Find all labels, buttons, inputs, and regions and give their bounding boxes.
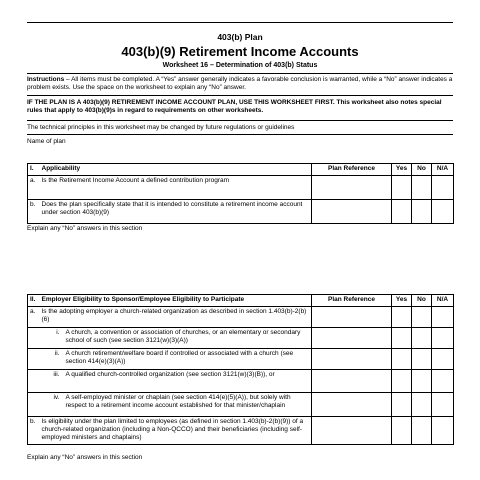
instructions-text: – All items must be completed. A “Yes” answer generally indicates a favorable conclusion is warranted, while a “No” answer indicates a problem exists. Use the space on the worksheet to explain any “No” answer. xyxy=(27,76,453,92)
no-cell[interactable] xyxy=(412,349,432,370)
yes-cell[interactable] xyxy=(392,393,412,417)
section1-table xyxy=(27,163,454,224)
na-cell[interactable] xyxy=(432,176,454,200)
subitem-text: A church retirement/welfare board if controlled or associated with a church (see section 414(e)(3)(A)) xyxy=(64,349,312,370)
subitem-label: ii. xyxy=(40,349,64,370)
worksheet-subtitle: Worksheet 16 – Determination of 403(b) Status xyxy=(162,62,318,69)
page-title: 403(b)(9) Retirement Income Accounts xyxy=(121,44,359,59)
divider xyxy=(27,134,453,135)
worksheet-notice: IF THE PLAN IS A 403(b)(9) RETIREMENT INCOME ACCOUNT PLAN, USE THIS WORKSHEET FIRST. This worksheet also notes special rules that apply to 403(b)(9)s in regard to requirements on other worksheets. xyxy=(27,99,442,115)
col-no: No xyxy=(412,295,432,307)
na-cell[interactable] xyxy=(432,307,454,328)
yes-cell[interactable] xyxy=(392,417,412,445)
yes-cell[interactable] xyxy=(392,307,412,328)
col-na: N/A xyxy=(432,295,454,307)
col-na: N/A xyxy=(432,164,454,176)
col-plan-reference: Plan Reference xyxy=(312,164,392,176)
plan-reference-cell[interactable] xyxy=(312,328,392,349)
plan-reference-cell[interactable] xyxy=(312,349,392,370)
section-title: Employer Eligibility to Sponsor/Employee Eligibility to Participate xyxy=(40,295,312,307)
disclaimer: The technical principles in this worksheet may be changed by future regulations or guidelines xyxy=(27,124,295,131)
section1-header xyxy=(28,164,454,176)
explain-no-answers-section2[interactable]: Explain any “No” answers in this section xyxy=(27,454,143,461)
item-label: a. xyxy=(28,307,40,328)
name-of-plan-field[interactable]: Name of plan xyxy=(27,138,66,145)
table-row xyxy=(28,370,454,393)
na-cell[interactable] xyxy=(432,200,454,224)
na-cell[interactable] xyxy=(432,349,454,370)
divider xyxy=(27,95,453,96)
table-row xyxy=(28,328,454,349)
instructions-label: Instructions xyxy=(27,76,65,83)
no-cell[interactable] xyxy=(412,328,432,349)
yes-cell[interactable] xyxy=(392,370,412,393)
divider xyxy=(27,120,453,121)
na-cell[interactable] xyxy=(432,370,454,393)
table-row xyxy=(28,417,454,445)
no-cell[interactable] xyxy=(412,417,432,445)
table-row xyxy=(28,200,454,224)
plan-reference-cell[interactable] xyxy=(312,393,392,417)
section2-header xyxy=(28,295,454,307)
col-yes: Yes xyxy=(392,164,412,176)
table-row xyxy=(28,176,454,200)
yes-cell[interactable] xyxy=(392,200,412,224)
item-label: b. xyxy=(28,200,40,224)
plan-reference-cell[interactable] xyxy=(312,307,392,328)
explain-no-answers-section1[interactable]: Explain any “No” answers in this section xyxy=(27,225,143,232)
section-number: II. xyxy=(28,295,40,307)
item-label: a. xyxy=(28,176,40,200)
item-text: Does the plan specifically state that it is intended to constitute a retirement income account under section 403(b)(9) xyxy=(40,200,312,224)
instructions xyxy=(27,76,453,92)
no-cell[interactable] xyxy=(412,176,432,200)
no-cell[interactable] xyxy=(412,307,432,328)
plan-reference-cell[interactable] xyxy=(312,200,392,224)
na-cell[interactable] xyxy=(432,417,454,445)
col-no: No xyxy=(412,164,432,176)
section-title: Applicability xyxy=(40,164,312,176)
subitem-text: A self-employed minister or chaplain (see section 414(e)(5)(A)), but solely with respect to a retirement income account established for that minister/chaplain xyxy=(64,393,312,417)
na-cell[interactable] xyxy=(432,328,454,349)
no-cell[interactable] xyxy=(412,370,432,393)
plan-reference-cell[interactable] xyxy=(312,176,392,200)
yes-cell[interactable] xyxy=(392,328,412,349)
no-cell[interactable] xyxy=(412,393,432,417)
subitem-label: i. xyxy=(40,328,64,349)
top-rule xyxy=(27,22,453,23)
table-row xyxy=(28,307,454,328)
item-text: Is the adopting employer a church-related organization as described in section 1.403(b)-2(b)(6) xyxy=(40,307,312,328)
na-cell[interactable] xyxy=(432,393,454,417)
col-yes: Yes xyxy=(392,295,412,307)
no-cell[interactable] xyxy=(412,200,432,224)
item-label: b. xyxy=(28,417,40,445)
subitem-text: A qualified church-controlled organization (see section 3121(w)(3)(B)), or xyxy=(64,370,312,393)
plan-type: 403(b) Plan xyxy=(217,32,263,42)
subitem-text: A church, a convention or association of churches, or an elementary or secondary school of such (see section 3121(w)(3)(A)) xyxy=(64,328,312,349)
divider xyxy=(27,73,453,74)
section-number: I. xyxy=(28,164,40,176)
plan-reference-cell[interactable] xyxy=(312,417,392,445)
col-plan-reference: Plan Reference xyxy=(312,295,392,307)
yes-cell[interactable] xyxy=(392,349,412,370)
plan-reference-cell[interactable] xyxy=(312,370,392,393)
subitem-label: iii. xyxy=(40,370,64,393)
item-text: Is the Retirement Income Account a defined contribution program xyxy=(40,176,312,200)
section2-table xyxy=(27,294,454,445)
subitem-label: iv. xyxy=(40,393,64,417)
item-text: Is eligibility under the plan limited to employees (as defined in section 1.403(b)-2(b)(9)) of a church-related organization (including a Non-QCCO) and their beneficiaries (including self-employed ministers and chaplains) xyxy=(40,417,312,445)
table-row xyxy=(28,393,454,417)
yes-cell[interactable] xyxy=(392,176,412,200)
table-row xyxy=(28,349,454,370)
